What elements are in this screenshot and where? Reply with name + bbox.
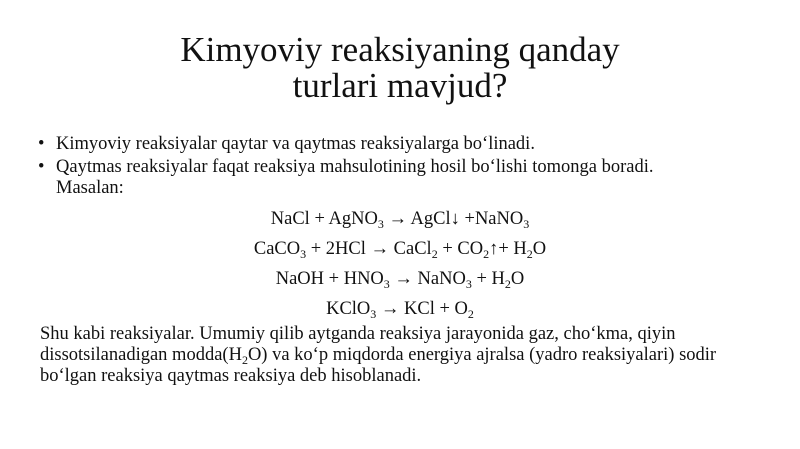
- title-line-1: Kimyoviy reaksiyaning qanday: [180, 30, 620, 69]
- bullet-text-continuation: Masalan:: [56, 178, 124, 198]
- bullet-marker: •: [38, 134, 45, 154]
- equation-list: [0, 209, 800, 329]
- bullet-item: [36, 134, 766, 155]
- bullet-text: Kimyoviy reaksiyalar qaytar va qaytmas reaksiyalarga bo‘linadi.: [56, 134, 535, 154]
- bullet-list: [36, 134, 766, 201]
- equation-3: NaOH + $HNO_3$ → NaNO$_3$ + $H_2O$: [275, 269, 525, 291]
- equation-4: KClO$_3$ → KCl + $O_2$: [326, 299, 474, 321]
- slide-title: [0, 32, 800, 104]
- title-line-2: turlari mavjud?: [292, 66, 508, 105]
- bullet-text: Qaytmas reaksiyalar faqat reaksiya mahsulotining hosil bo‘lishi tomonga boradi.: [56, 157, 654, 177]
- bullet-item: [36, 157, 766, 199]
- equation-1: NaCl + AgNO$_3$ → AgCl↓ +NaNO$_3$: [270, 209, 530, 231]
- equation-2: CaCO$_3$ + 2HCl → CaCl$_2$ + $CO_2↑+ H_2O$: [253, 239, 547, 261]
- conclusion-paragraph: Shu kabi reaksiyalar. Umumiy qilib aytganda reaksiya jarayonida gaz, cho‘kma, qiyin dissotsilanadigan $modda(H_2O)$ va ko‘p miqdorda energiya ajralsa (yadro reaksiyalari) sodir bo‘lgan reaksiya qaytmas reaksiya deb hisoblanadi.: [40, 324, 717, 386]
- bullet-marker: •: [38, 157, 45, 177]
